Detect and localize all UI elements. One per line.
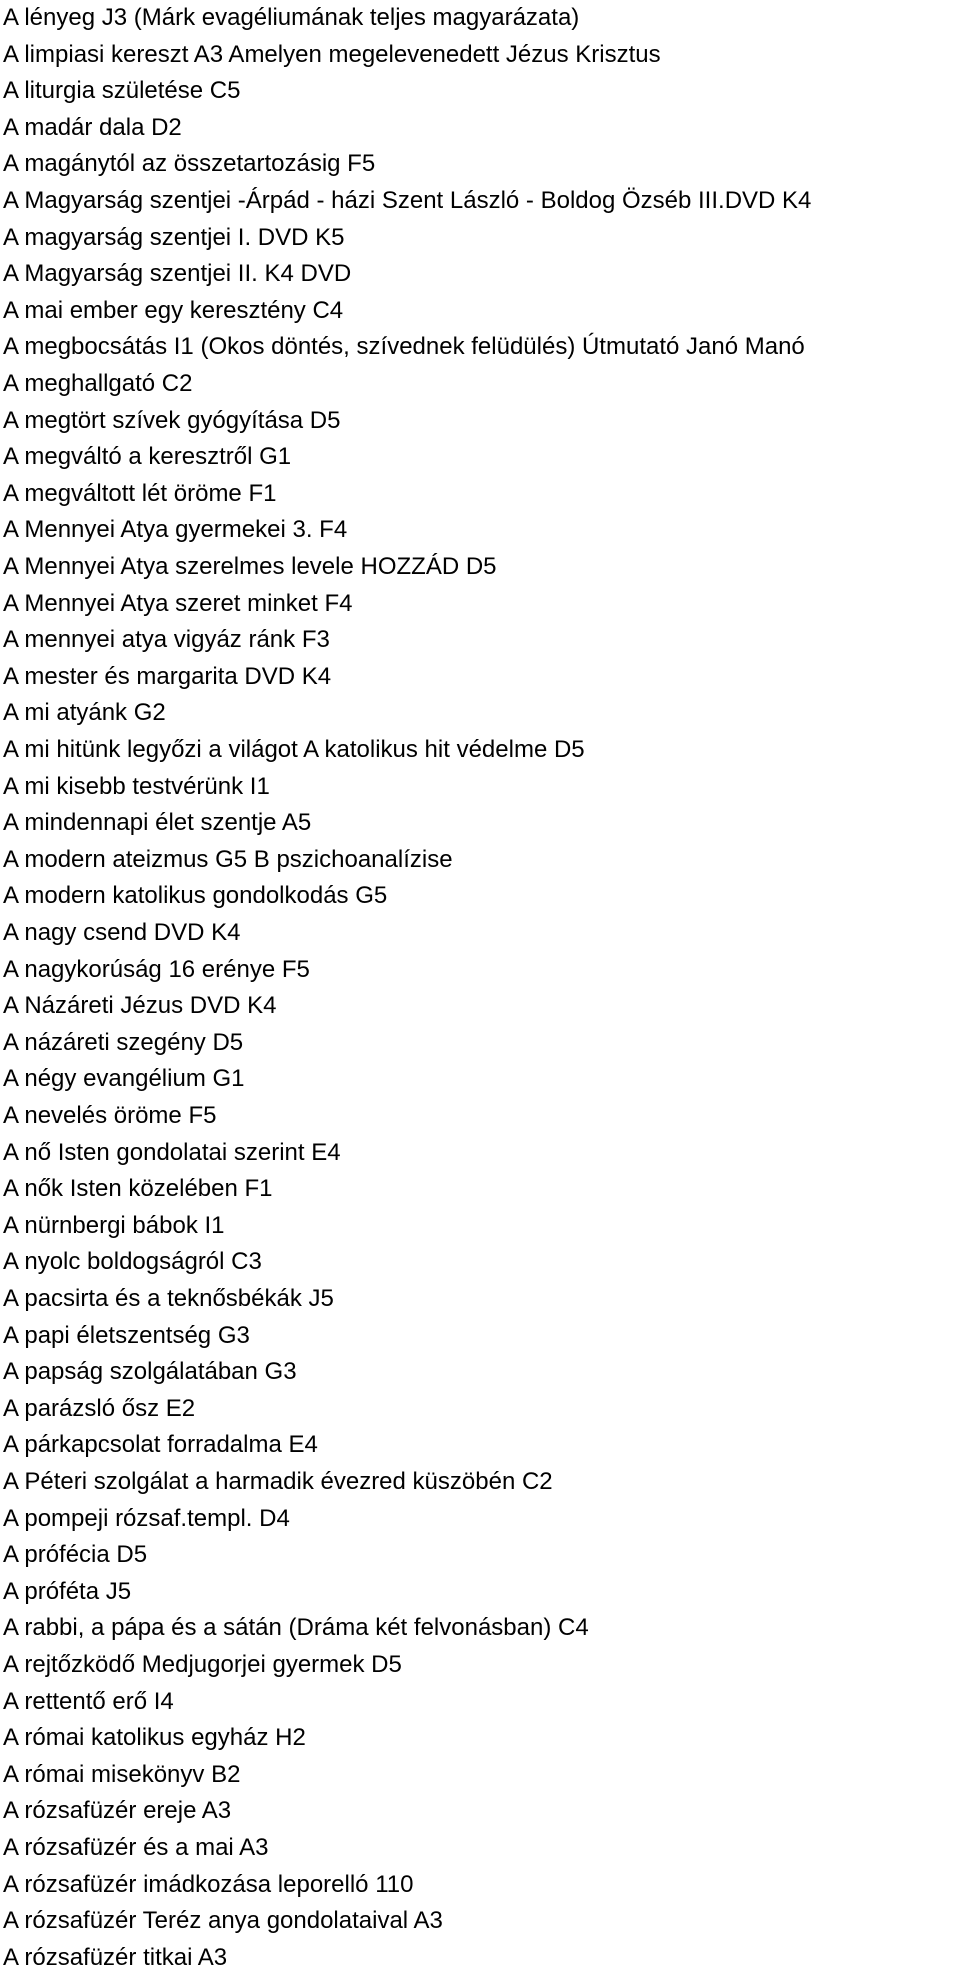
list-item: A lényeg J3 (Márk evagéliumának teljes magyarázata)	[3, 4, 580, 31]
list-item: A nő Isten gondolatai szerint E4	[3, 1138, 341, 1166]
list-item: A nők Isten közelében F1	[3, 1175, 273, 1203]
list-item: A Mennyei Atya szerelmes levele HOZZÁD D5	[3, 553, 497, 580]
list-item: A mester és margarita DVD K4	[3, 662, 332, 690]
list-item: A liturgia születése C5	[3, 77, 241, 105]
list-item: A mindennapi élet szentje A5	[3, 809, 312, 837]
list-item: A rettentő erő I4	[3, 1687, 174, 1715]
list-item: A prófécia D5	[3, 1541, 148, 1569]
list-item: A mennyei atya vigyáz ránk F3	[3, 626, 330, 654]
list-item: A próféta J5	[3, 1577, 132, 1605]
list-item: A Magyarság szentjei II. K4 DVD	[3, 260, 352, 288]
list-item: A megtört szívek gyógyítása D5	[3, 406, 341, 434]
list-item: A rózsafüzér ereje A3	[3, 1797, 232, 1825]
list-item: A pacsirta és a teknősbékák J5	[3, 1285, 334, 1312]
list-item: A Mennyei Atya gyermekei 3. F4	[3, 516, 348, 544]
list-item: A Péteri szolgálat a harmadik évezred küszöbén C2	[3, 1468, 553, 1495]
list-item: A Mennyei Atya szeret minket F4	[3, 589, 353, 617]
list-item: A rabbi, a pápa és a sátán (Dráma két felvonásban) C4	[3, 1614, 589, 1642]
list-item: A római katolikus egyház H2	[3, 1724, 306, 1752]
list-item: A magánytól az összetartozásig F5	[3, 150, 376, 178]
list-item: A rózsafüzér Teréz anya gondolataival A3	[3, 1907, 443, 1935]
list-item: A nürnbergi bábok I1	[3, 1211, 225, 1239]
list-item: A modern katolikus gondolkodás G5	[3, 882, 388, 910]
list-item: A rózsafüzér titkai A3	[3, 1943, 228, 1971]
list-item: A párkapcsolat forradalma E4	[3, 1431, 318, 1459]
list-item: A mi atyánk G2	[3, 699, 166, 727]
list-item: A rejtőzködő Medjugorjei gyermek D5	[3, 1651, 402, 1678]
list-item: A pompeji rózsaf.templ. D4	[3, 1504, 290, 1532]
list-item: A rózsafüzér imádkozása leporelló 110	[3, 1870, 414, 1898]
list-item: A modern ateizmus G5 B pszichoanalízise	[3, 845, 453, 873]
list-item: A nevelés öröme F5	[3, 1102, 217, 1129]
list-item: A parázsló ősz E2	[3, 1394, 196, 1422]
list-item: A nagykorúság 16 erénye F5	[3, 955, 310, 983]
list-item: A Názáreti Jézus DVD K4	[3, 992, 277, 1020]
list-item: A nyolc boldogságról C3	[3, 1248, 262, 1276]
list-item: A négy evangélium G1	[3, 1065, 245, 1093]
list-item: A megváltott lét öröme F1	[3, 479, 277, 507]
list-item: A megbocsátás I1 (Okos döntés, szívednek felüdülés) Útmutató Janó Manó	[3, 333, 805, 361]
list-item: A madár dala D2	[3, 113, 182, 141]
list-item: A papság szolgálatában G3	[3, 1358, 297, 1386]
list-item: A római misekönyv B2	[3, 1760, 241, 1788]
list-item: A mi hitünk legyőzi a világot A katolikus hit védelme D5	[3, 736, 585, 763]
list-item: A mai ember egy keresztény C4	[3, 296, 344, 324]
list-item: A rózsafüzér és a mai A3	[3, 1834, 269, 1861]
list-item: A názáreti szegény D5	[3, 1028, 244, 1056]
list-item: A meghallgató C2	[3, 370, 193, 397]
list-item: A magyarság szentjei I. DVD K5	[3, 223, 345, 251]
list-item: A mi kisebb testvérünk I1	[3, 772, 270, 800]
list-item: A megváltó a keresztről G1	[3, 443, 292, 471]
list-item: A limpiasi kereszt A3 Amelyen megelevenedett Jézus Krisztus	[3, 40, 661, 68]
list-item: A nagy csend DVD K4	[3, 919, 241, 946]
list-item: A papi életszentség G3	[3, 1321, 250, 1349]
list-item: A Magyarság szentjei -Árpád - házi Szent László - Boldog Özséb III.DVD K4	[3, 187, 812, 214]
